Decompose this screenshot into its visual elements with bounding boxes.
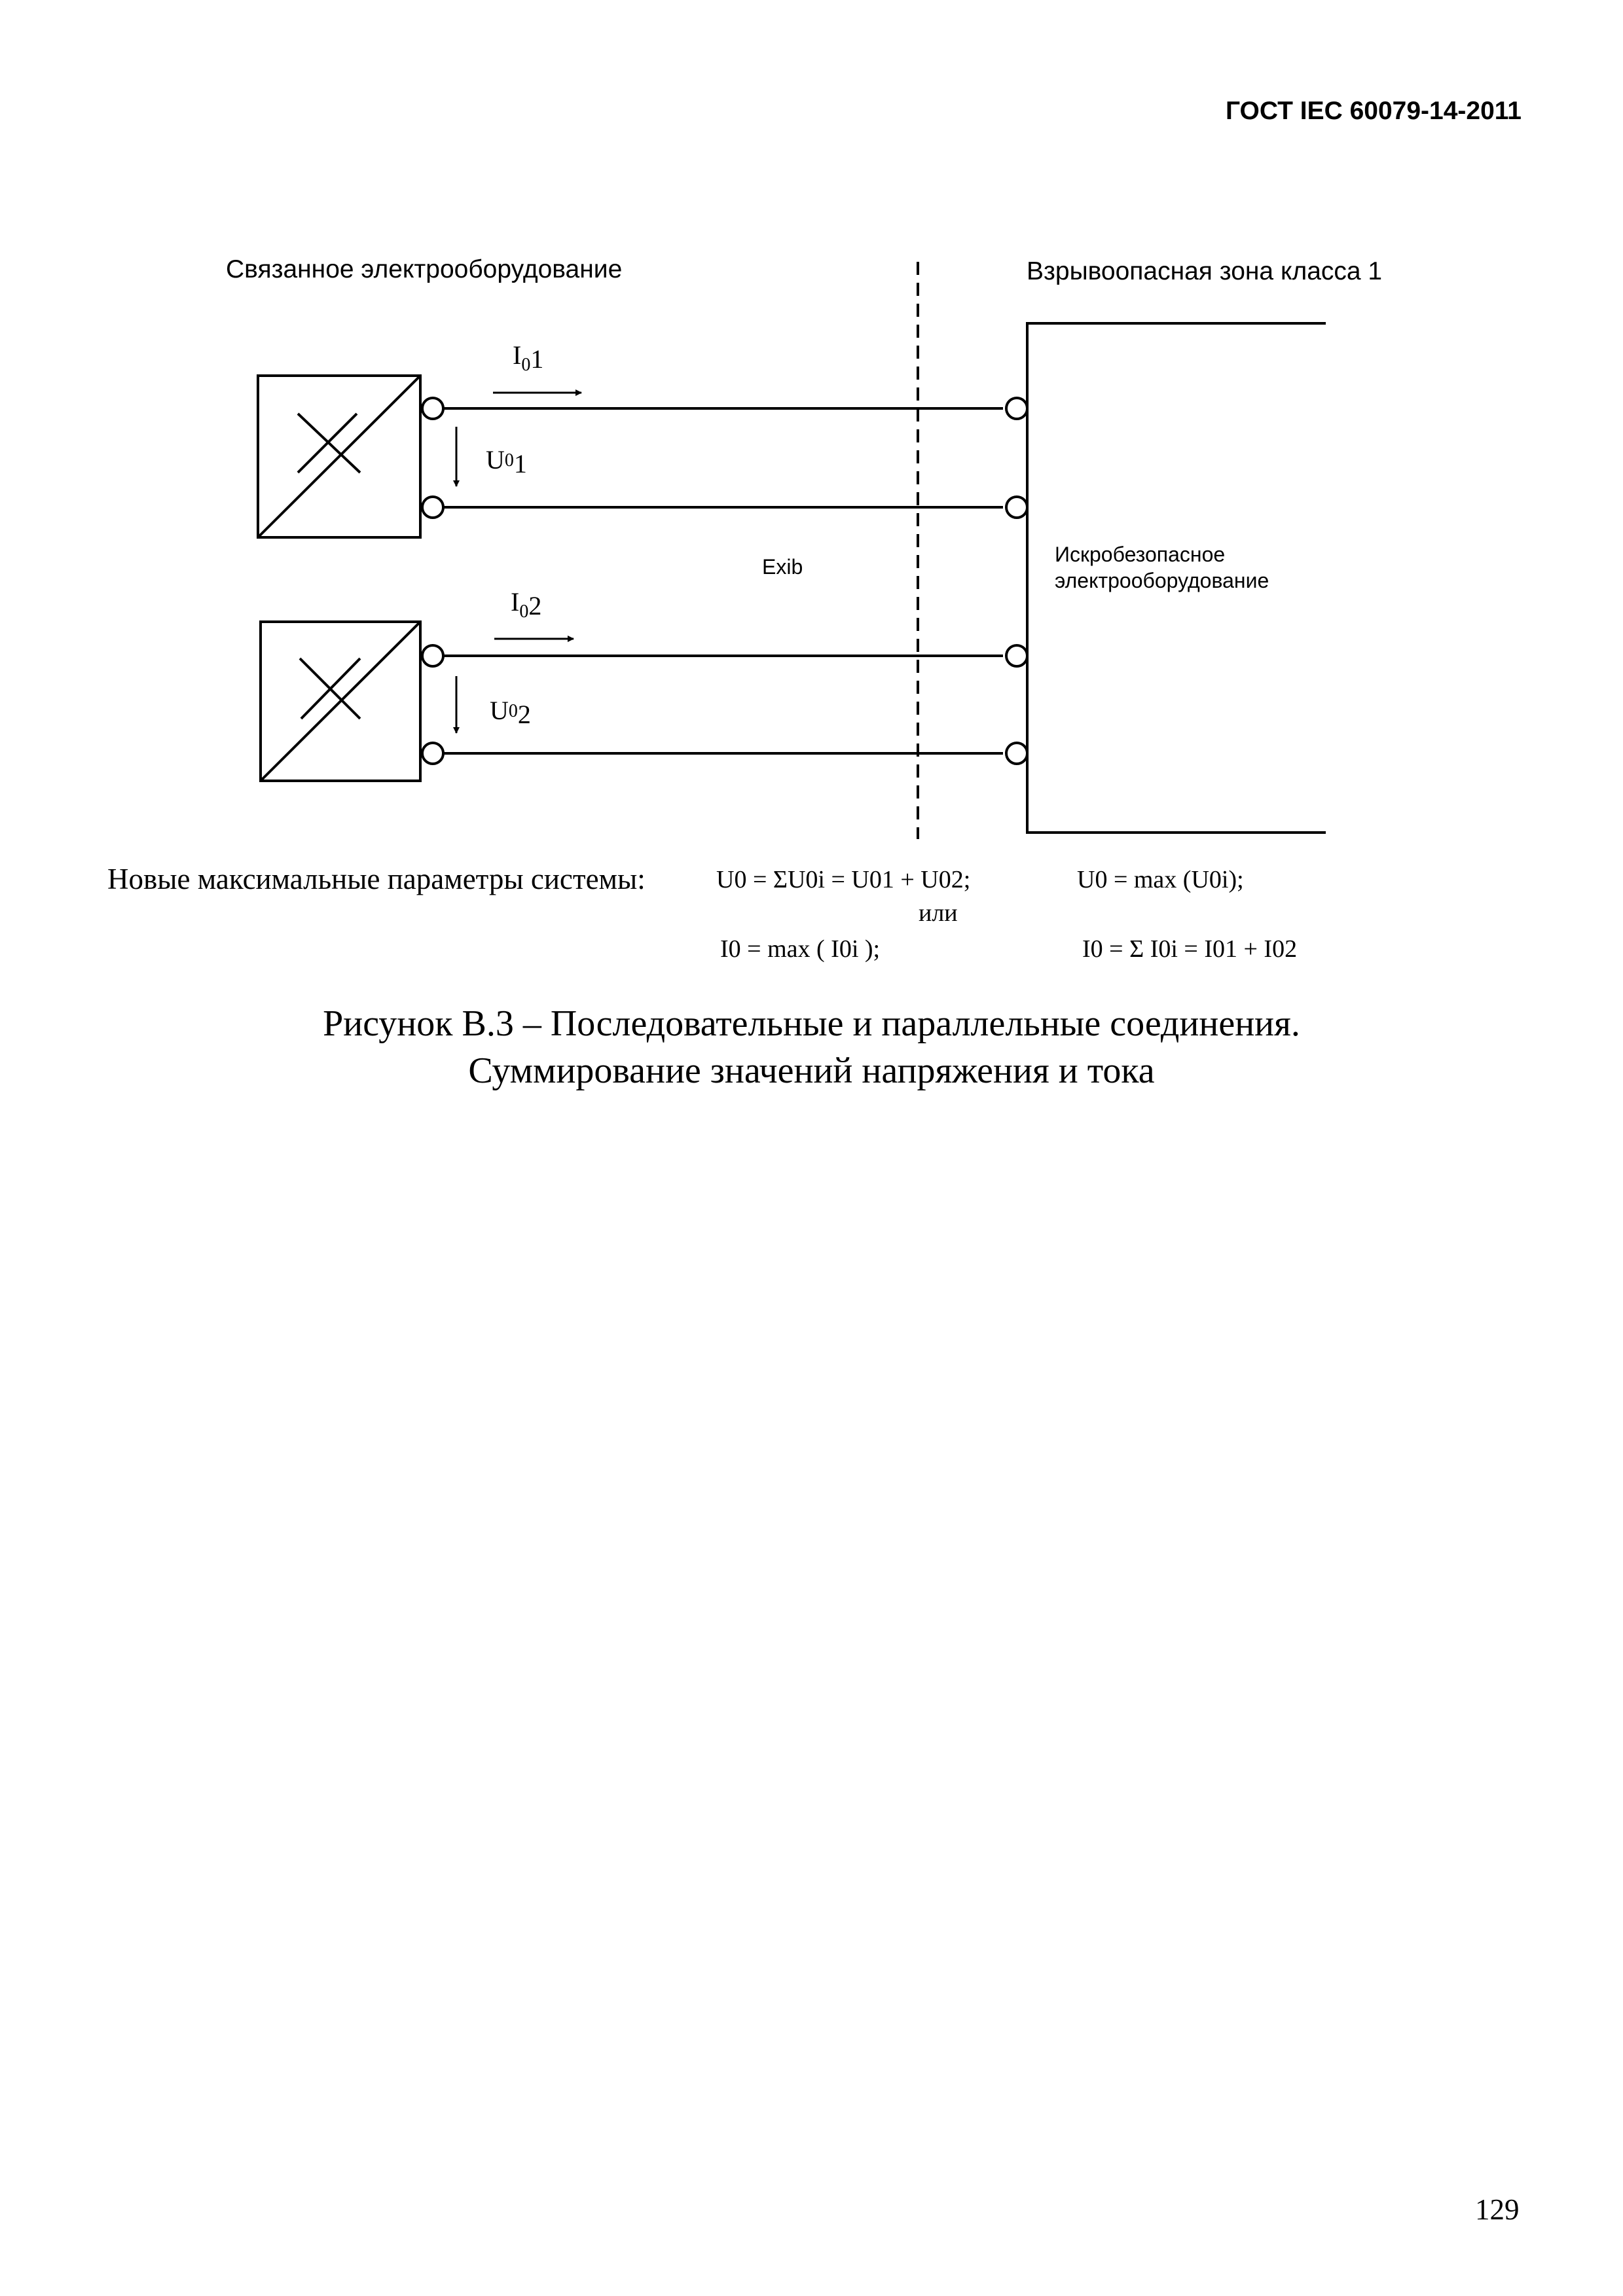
terminal-right-1b: [1006, 497, 1027, 518]
terminal-left-1b: [422, 497, 443, 518]
series-voltage-formula: U0 = ΣU0i = U01 + U02;: [716, 866, 971, 893]
left-zone-label: Связанное электрооборудование: [226, 255, 623, 283]
device-label-line2: электрооборудование: [1055, 569, 1269, 592]
voltage-label-2: U02: [490, 696, 531, 729]
voltage-label-1: U01: [486, 445, 527, 478]
current-label-1: $I_01$: [513, 340, 544, 375]
parallel-current-formula: I0 = Σ I0i = I01 + I02: [1082, 935, 1298, 963]
terminal-left-1a: [422, 398, 443, 419]
associated-apparatus-1: [258, 376, 420, 537]
terminal-right-2b: [1006, 743, 1027, 764]
or-word: или: [919, 899, 958, 927]
caption-line-2: Суммирование значений напряжения и тока: [468, 1050, 1155, 1091]
associated-apparatus-2: [261, 622, 420, 781]
document-header: ГОСТ IEC 60079-14-2011: [1225, 97, 1522, 125]
figure-caption: [0, 1000, 1623, 1094]
current-label-2: $I_02$: [511, 587, 542, 622]
terminal-left-2a: [422, 645, 443, 666]
parallel-voltage-formula: U0 = max (U0i);: [1077, 866, 1244, 893]
series-current-formula: I0 = max ( I0i );: [720, 935, 881, 963]
caption-line-1: Рисунок В.3 – Последовательные и параллельные соединения.: [323, 1003, 1300, 1044]
page-number: 129: [1475, 2193, 1520, 2226]
connection-diagram: [0, 0, 1623, 982]
terminal-right-2a: [1006, 645, 1027, 666]
terminal-right-1a: [1006, 398, 1027, 419]
formulas-intro: Новые максимальные параметры системы:: [107, 863, 646, 895]
device-label-line1: Искробезопасное: [1055, 543, 1226, 566]
protection-label: Exib: [762, 555, 803, 579]
terminal-left-2b: [422, 743, 443, 764]
right-zone-label: Взрывоопасная зона класса 1: [1027, 257, 1383, 285]
